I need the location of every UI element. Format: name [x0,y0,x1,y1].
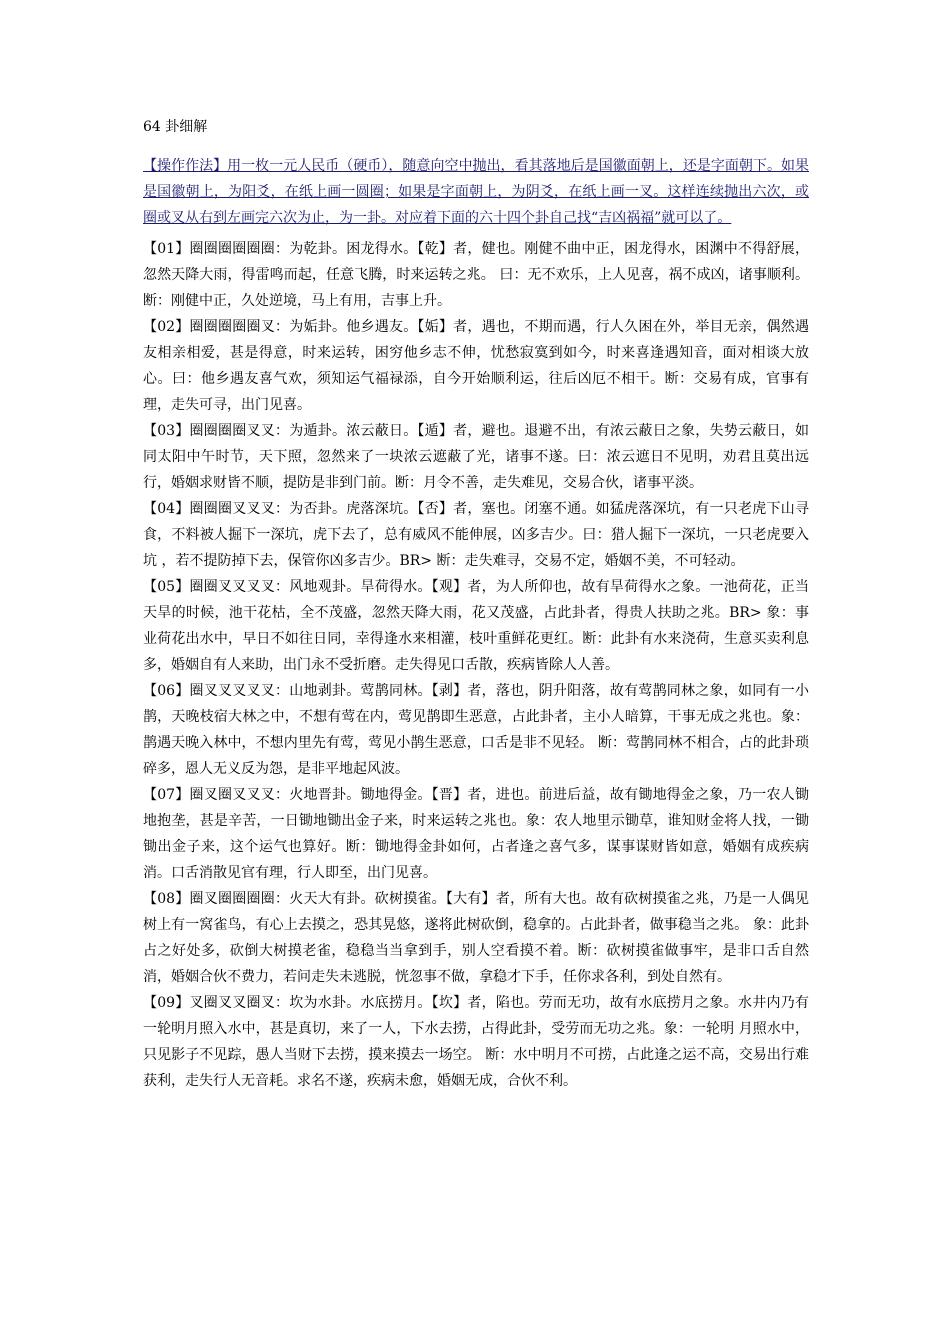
document-body [143,117,809,1094]
hexagram-entry-07: 【07】圈叉圈叉叉叉：火地晋卦。锄地得金。【晋】者，进也。前进后益，故有锄地得金之象，乃一农人锄地抱垄，甚是辛苦，一日锄地锄出金子来，时来运转之兆也。象：农人地里示锄草，谁知财金将人找，一锄锄出金子来，这个运气也算好。断：锄地得金卦如何，占者逢之喜气多，谋事谋财皆如意，婚姻有成疾病消。口舌消散见官有理，行人即至，出门见喜。 [143,787,809,881]
hexagram-entry-02: 【02】圈圈圈圈圈叉：为姤卦。他乡遇友。【姤】者，遇也，不期而遇，行人久困在外，举目无亲，偶然遇友相亲相爱，甚是得意，时来运转，困穷他乡志不伸，忧愁寂寞到如今，时来喜逢遇知音，面对相谈大放心。曰：他乡遇友喜气欢，须知运气福禄添，自今开始顺利运，往后凶厄不相干。断：交易有成，官事有理，走失可寻，出门见喜。 [143,319,809,413]
hexagram-entry-09: 【09】叉圈叉叉圈叉：坎为水卦。水底捞月。【坎】者，陷也。劳而无功，故有水底捞月之象。水井内乃有一轮明月照入水中，甚是真切，来了一人，下水去捞，占得此卦，受劳而无功之兆。象：一轮明 月照水中，只见影子不见踪，愚人当财下去捞，摸来摸去一场空。 断：水中明月不可捞，占此逢之运不高，交易出行难获利，走失行人无音耗。求名不遂，疾病未愈，婚姻无成，合伙不利。 [143,995,809,1089]
hexagram-entry-01: 【01】圈圈圈圈圈圈：为乾卦。困龙得水。【乾】者，健也。刚健不曲中正，困龙得水，困渊中不得舒展，忽然天降大雨，得雷鸣而起，任意飞腾，时来运转之兆。 曰：无不欢乐，上人见喜，祸不成凶，诸事顺利。断：刚健中正，久处逆境，马上有用，吉事上升。 [143,241,809,309]
hexagram-entry-04: 【04】圈圈圈叉叉叉：为否卦。虎落深坑。【否】者，塞也。闭塞不通。如猛虎落深坑，有一只老虎下山寻食，不料被人掘下一深坑，虎下去了，总有威风不能伸展，凶多吉少。曰：猎人掘下一深坑，一只老虎要入坑 ，若不提防掉下去，保管你凶多吉少。BR> 断：走失难寻，交易不定，婚姻不美，不可轻动。 [143,501,809,569]
hexagram-entry-05: 【05】圈圈叉叉叉叉：风地观卦。旱荷得水。【观】者，为人所仰也，故有旱荷得水之象。一池荷花，正当天旱的时候，池干花枯，全不茂盛，忽然天降大雨，花又茂盛，占此卦者，得贵人扶助之兆。BR> 象：事业荷花出水中，早日不如往日同，幸得逢水来相灌，枝叶重鲜花更红。断：此卦有水来浇荷，生意买卖利息多，婚姻自有人来助，出门永不受折磨。走失得见口舌散，疾病皆除人人善。 [143,579,809,673]
hexagram-entry-03: 【03】圈圈圈圈叉叉：为遁卦。浓云蔽日。【遁】者，避也。退避不出，有浓云蔽日之象，失势云蔽日，如同太阳中午时节，天下照，忽然来了一块浓云遮蔽了光，诸事不遂。曰：浓云遮日不见明，劝君且莫出远行，婚姻求财皆不顺，提防是非到门前。断：月令不善，走失难见，交易合伙，诸事平淡。 [143,423,809,491]
document-title: 64 卦细解 [143,119,208,135]
instructions-link[interactable]: 【操作作法】用一枚一元人民币（硬币），随意向空中抛出，看其落地后是国徽面朝上，还是字面朝下。如果是国徽朝上，为阳爻，在纸上画一圆圈；如果是字面朝上，为阴爻，在纸上画一叉。这样连续抛出六次，或圈或叉从右到左画完六次为止，为一卦。对应着下面的六十四个卦自己找“吉凶祸福”就可以了。 [143,158,809,226]
hexagram-entry-08: 【08】圈叉圈圈圈圈：火天大有卦。砍树摸雀。【大有】者，所有大也。故有砍树摸雀之兆，乃是一人偶见树上有一窝雀鸟，有心上去摸之，恐其晃悠，遂将此树砍倒，稳拿的。占此卦者，做事稳当之兆。 象：此卦占之好处多，砍倒大树摸老雀，稳稳当当拿到手，别人空看摸不着。断：砍树摸雀做事牢，是非口舌自然消，婚姻合伙不费力，若问走失未逃脱，恍忽事不做，拿稳才下手，任你求各利，到处自然有。 [143,891,809,985]
hexagram-entry-06: 【06】圈叉叉叉叉叉：山地剥卦。莺鹊同林。【剥】者，落也，阴升阳落，故有莺鹊同林之象，如同有一小鹊，天晚枝宿大林之中，不想有莺在内，莺见鹊即生恶意，占此卦者，主小人暗算，干事无成之兆也。象：鹊遇天晚入林中，不想内里先有莺，莺见小鹊生恶意，口舌是非不见轻。 断：莺鹊同林不相合，占的此卦琐碎多，恩人无义反为怨，是非平地起风波。 [143,683,809,777]
